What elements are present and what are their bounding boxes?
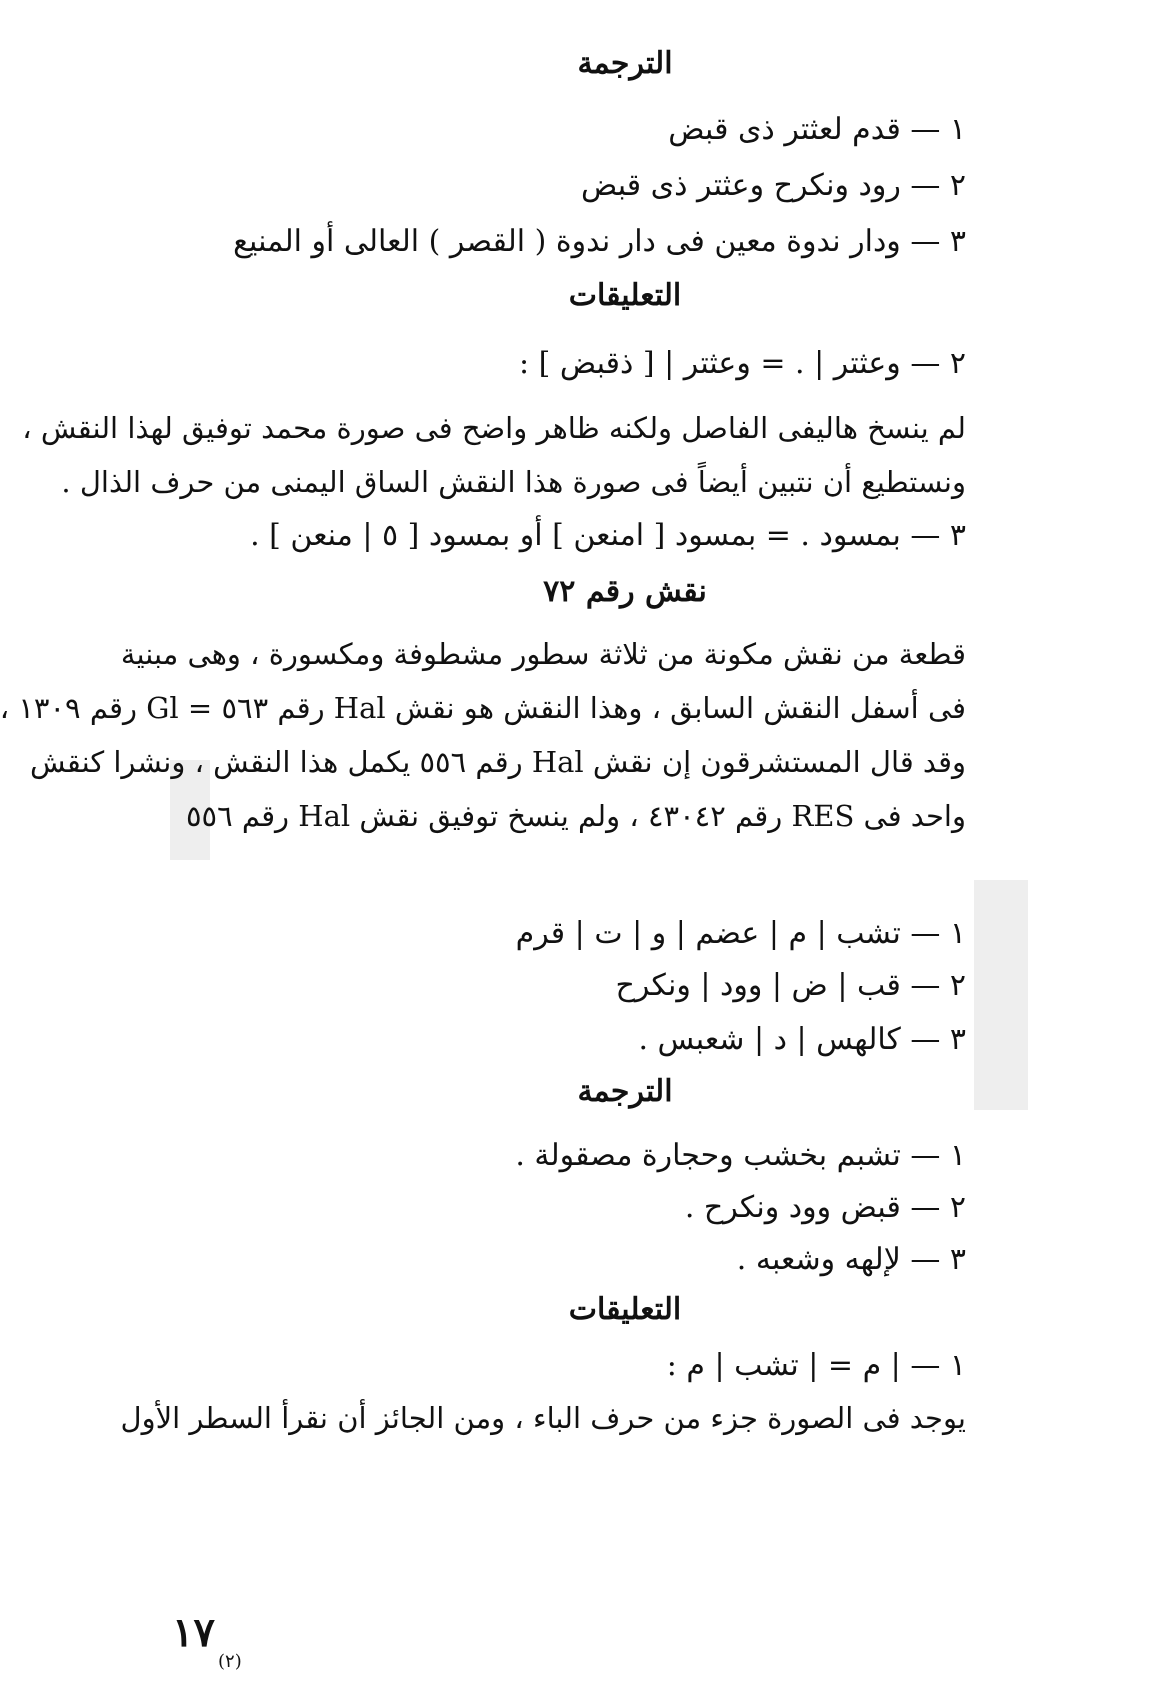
inscription-paragraph-line-3: وقد قال المستشرقون إن نقش Hal رقم ٥٥٦ يكمل هذا النقش ، ونشرا كنقش	[29, 745, 966, 779]
section-heading-commentary: التعليقات	[568, 278, 682, 313]
section-heading-commentary-2: التعليقات	[568, 1292, 682, 1327]
inscription-title: نقش رقم ٧٢	[543, 574, 707, 609]
inscription-text-line-3: ٣ — كالهس | د | شعبس .	[638, 1022, 966, 1057]
section-heading-translation: الترجمة	[577, 46, 673, 81]
section-heading-translation-2: الترجمة	[577, 1074, 673, 1109]
commentary-paragraph-line-1: لم ينسخ هاليفى الفاصل ولكنه ظاهر واضح فى صورة محمد توفيق لهذا النقش ،	[22, 411, 966, 445]
translation2-line-1: ١ — تشبم بخشب وحجارة مصقولة .	[515, 1138, 966, 1173]
translation-line-2: ٢ — رود ونكرح وعثتر ذى قبض	[580, 168, 966, 203]
translation2-line-2: ٢ — قبض وود ونكرح .	[684, 1190, 966, 1225]
translation2-line-3: ٣ — لإلهه وشعبه .	[736, 1242, 966, 1277]
translation-line-3: ٣ — ودار ندوة معين فى دار ندوة ( القصر ) العالى أو المنيع	[233, 224, 966, 259]
page-number: ١٧	[172, 1609, 215, 1656]
inscription-text-line-1: ١ — تشب | م | عضم | و | ت | قرم	[515, 916, 966, 951]
inscription-text-line-2: ٢ — قب | ض | وود | ونكرح	[615, 968, 966, 1003]
inscription-paragraph-line-4: واحد فى RES رقم ٤٣٠٤٢ ، ولم ينسخ توفيق نقش Hal رقم ٥٥٦	[185, 799, 966, 833]
commentary2-line-1: ١ — | م = | تشب | م :	[666, 1348, 966, 1383]
commentary-paragraph-line-2: ونستطيع أن نتبين أيضاً فى صورة هذا النقش الساق اليمنى من حرف الذال .	[61, 465, 966, 499]
inscription-paragraph-line-1: قطعة من نقش مكونة من ثلاثة سطور مشطوفة ومكسورة ، وهى مبنية	[120, 637, 966, 671]
signature-mark: (٢)	[218, 1651, 242, 1672]
translation-line-1: ١ — قدم لعثتر ذى قبض	[668, 112, 966, 147]
commentary2-paragraph-line-1: يوجد فى الصورة جزء من حرف الباء ، ومن الجائز أن نقرأ السطر الأول	[120, 1401, 966, 1435]
commentary-line-1: ٢ — وعثتر | . = وعثتر | [ ذقبض ] :	[518, 346, 966, 381]
inscription-paragraph-line-2: فى أسفل النقش السابق ، وهذا النقش هو نقش Hal رقم ٥٦٣ = Gl رقم ١٣٠٩ ،	[0, 691, 966, 725]
commentary-line-3: ٣ — بمسود . = بمسود [ امنعن ] أو بمسود [ ٥ | منعن ] .	[250, 518, 966, 553]
